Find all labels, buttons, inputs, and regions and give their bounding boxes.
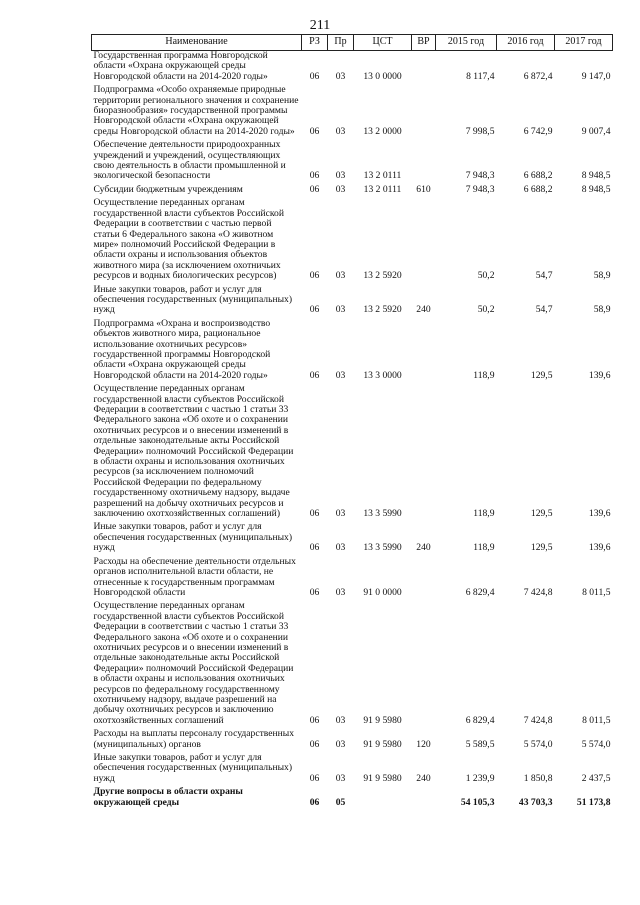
cell-2015: 118,9 [473, 369, 495, 381]
table-header-row [92, 35, 613, 51]
cell-pr: 03 [335, 270, 346, 282]
cell-cst: 13 2 5920 [363, 304, 402, 316]
cell-rz: 06 [309, 304, 320, 316]
cell-name: Подпрограмма «Охрана и воспроизводство объектов животного мира, рациональное использование охотничьих ресурсов» государственной программы Новгородской области «Охрана окружающей среды Новгородской области на 2014-2020 годы» [93, 317, 271, 381]
cell-name: Осуществление переданных органам государственной власти субъектов Российской Федерации в соответствии с частью 1 статьи 33 Федерального закона «Об охоте и о сохранении охотничьих ресурсов и о внесении изменений в отдельные законодательные акты Российской Федерации» полномочий Российской Федерации в области охраны и использования охотничьих ресурсов (за исключением полномочий Российской Федерации по федеральному государственному охотничьему надзору, выдаче разрешений на добычу охотничьих ресурсов и заключению охотхозяйственных соглашений) [93, 383, 294, 520]
cell-pr: 03 [335, 508, 346, 520]
table-row [92, 727, 613, 751]
cell-vr [412, 382, 436, 520]
cell-rz: 06 [309, 125, 320, 137]
cell-rz: 06 [309, 70, 320, 82]
cell-rz: 06 [309, 170, 320, 182]
cell-cst: 91 0 0000 [363, 586, 402, 598]
cell-vr: 240 [416, 772, 431, 784]
cell-pr: 03 [335, 714, 346, 726]
cell-2017: 9 007,4 [581, 125, 611, 137]
cell-cst: 13 3 5990 [363, 542, 402, 554]
header-cst: ЦСТ [354, 35, 412, 51]
cell-vr [412, 196, 436, 282]
cell-name: Субсидии бюджетным учреждениям [93, 183, 243, 195]
cell-rz: 06 [309, 508, 320, 520]
cell-2016: 54,7 [535, 304, 553, 316]
budget-table [91, 34, 613, 809]
cell-rz: 06 [309, 369, 320, 381]
cell-vr: 610 [416, 183, 431, 195]
cell-2017: 51 173,8 [576, 796, 611, 808]
cell-pr: 03 [335, 304, 346, 316]
cell-2016: 54,7 [535, 270, 553, 282]
header-vr: ВР [412, 35, 436, 51]
cell-cst: 91 9 5980 [363, 738, 402, 750]
cell-2016: 7 424,8 [523, 586, 553, 598]
header-2017: 2017 год [555, 35, 613, 51]
table-row [92, 83, 613, 138]
cell-vr: 240 [416, 542, 431, 554]
cell-rz: 06 [309, 270, 320, 282]
cell-cst: 13 0 0000 [363, 70, 402, 82]
cell-2015: 50,2 [477, 270, 495, 282]
cell-2016: 6 688,2 [523, 170, 553, 182]
cell-2015: 5 589,5 [465, 738, 495, 750]
cell-pr: 03 [335, 738, 346, 750]
header-pr: Пр [328, 35, 354, 51]
cell-2016: 1 850,8 [523, 772, 553, 784]
cell-vr [412, 138, 436, 183]
cell-name: Расходы на обеспечение деятельности отдельных органов исполнительной власти области, не отнесенные к государственным программам Новгородской области [93, 555, 296, 598]
cell-2017: 139,6 [588, 508, 611, 520]
cell-2017: 5 574,0 [581, 738, 611, 750]
cell-2016: 129,5 [530, 369, 553, 381]
cell-name: Иные закупки товаров, работ и услуг для обеспечения государственных (муниципальных) нужд [93, 752, 293, 784]
cell-pr: 03 [335, 170, 346, 182]
cell-pr: 03 [335, 369, 346, 381]
cell-2017: 8 011,5 [582, 714, 611, 726]
cell-name: Осуществление переданных органам государственной власти субъектов Российской Федерации в соответствии с частью первой статьи 6 Федерального закона «О животном мире» полномочий Российской Федерации в области охраны и использования объектов животного мира (за исключением охотничьих ресурсов и водных биологических ресурсов) [93, 197, 284, 282]
cell-cst: 13 3 0000 [363, 369, 402, 381]
table-body [92, 51, 613, 810]
cell-name: Государственная программа Новгородской области «Охрана окружающей среды Новгородской области на 2014-2020 годы» [93, 50, 268, 82]
table-row [92, 196, 613, 282]
header-2016: 2016 год [497, 35, 555, 51]
cell-pr: 03 [335, 586, 346, 598]
table-row [92, 283, 613, 317]
cell-name: Подпрограмма «Особо охраняемые природные территории регионального значения и сохранение биоразнообразия» государственной программы Новгородской области «Охрана окружающей среды Новгородской области на 2014-2020 годы» [93, 84, 299, 137]
cell-2016: 6 742,9 [523, 125, 553, 137]
cell-2015: 7 998,5 [465, 125, 495, 137]
cell-2017: 139,6 [588, 369, 611, 381]
cell-2016: 6 688,2 [523, 183, 553, 195]
cell-2015: 118,9 [473, 508, 495, 520]
cell-vr [412, 317, 436, 382]
page-number: 211 [309, 18, 331, 33]
cell-cst [354, 785, 412, 809]
cell-2015: 8 117,4 [466, 70, 495, 82]
cell-2017: 58,9 [593, 304, 611, 316]
cell-cst: 13 2 0111 [363, 183, 402, 195]
cell-name: Расходы на выплаты персоналу государственных (муниципальных) органов [93, 728, 295, 750]
cell-vr [412, 599, 436, 727]
cell-pr: 05 [335, 796, 346, 808]
cell-rz: 06 [309, 738, 320, 750]
table-row [92, 785, 613, 809]
cell-name: Иные закупки товаров, работ и услуг для обеспечения государственных (муниципальных) нужд [93, 283, 293, 316]
cell-cst: 91 9 5980 [363, 772, 402, 784]
cell-rz: 06 [309, 542, 320, 554]
cell-2015: 6 829,4 [465, 714, 495, 726]
cell-2015: 54 105,3 [460, 796, 495, 808]
cell-pr: 03 [335, 125, 346, 137]
cell-2016: 129,5 [530, 508, 553, 520]
table-row [92, 382, 613, 520]
cell-vr: 240 [416, 304, 431, 316]
cell-name: Обеспечение деятельности природоохранных учреждений и учреждений, осуществляющих свою деятельность в области промышленной и экологической безопасности [93, 139, 286, 182]
cell-vr [412, 785, 436, 809]
table-row [92, 520, 613, 554]
table-row [92, 317, 613, 382]
cell-2017: 58,9 [593, 270, 611, 282]
cell-rz: 06 [309, 586, 320, 598]
header-rz: РЗ [302, 35, 328, 51]
cell-2017: 8 011,5 [582, 586, 611, 598]
cell-cst: 91 9 5980 [363, 714, 402, 726]
cell-pr: 03 [335, 183, 346, 195]
cell-2017: 8 948,5 [581, 183, 611, 195]
cell-pr: 03 [335, 70, 346, 82]
cell-2016: 6 872,4 [523, 70, 553, 82]
cell-2016: 129,5 [530, 542, 553, 554]
cell-cst: 13 2 5920 [363, 270, 402, 282]
cell-2017: 2 437,5 [581, 772, 611, 784]
cell-vr [412, 51, 436, 84]
table-row [92, 555, 613, 600]
cell-cst: 13 2 0000 [363, 125, 402, 137]
header-2015: 2015 год [436, 35, 497, 51]
cell-name: Осуществление переданных органам государственной власти субъектов Российской Федерации в соответствии с частью 1 статьи 33 Федерального закона «Об охоте и о сохранении охотничьих ресурсов и о внесении изменений в отдельные законодательные акты Российской Федерации» полномочий Российской Федерации в области охраны и использования охотничьих ресурсов по федеральному государственному охотничьему надзору, выдаче разрешений на добычу охотничьих ресурсов и заключению охотхозяйственных соглашений [93, 600, 294, 726]
cell-2015: 6 829,4 [465, 586, 495, 598]
cell-rz: 06 [309, 714, 320, 726]
cell-vr [412, 555, 436, 600]
cell-cst: 13 3 5990 [363, 508, 402, 520]
header-name: Наименование [92, 35, 302, 51]
table-row [92, 51, 613, 84]
cell-2015: 50,2 [477, 304, 495, 316]
cell-2015: 7 948,3 [465, 170, 495, 182]
cell-vr: 120 [416, 738, 431, 750]
cell-2015: 118,9 [473, 542, 495, 554]
cell-pr: 03 [335, 772, 346, 784]
cell-2017: 9 147,0 [581, 70, 611, 82]
cell-cst: 13 2 0111 [363, 170, 402, 182]
table-row [92, 751, 613, 785]
cell-rz: 06 [309, 183, 320, 195]
table-row [92, 183, 613, 196]
cell-name: Другие вопросы в области охраны окружающей среды [93, 786, 243, 808]
cell-2015: 1 239,9 [465, 772, 495, 784]
cell-2017: 8 948,5 [581, 170, 611, 182]
cell-2016: 5 574,0 [523, 738, 553, 750]
cell-2016: 43 703,3 [518, 796, 553, 808]
cell-2016: 7 424,8 [523, 714, 553, 726]
cell-2017: 139,6 [588, 542, 611, 554]
cell-rz: 06 [309, 796, 320, 808]
cell-name: Иные закупки товаров, работ и услуг для обеспечения государственных (муниципальных) нужд [93, 521, 293, 554]
cell-rz: 06 [309, 772, 320, 784]
table-row [92, 599, 613, 727]
cell-pr: 03 [335, 542, 346, 554]
cell-2015: 7 948,3 [465, 183, 495, 195]
cell-vr [412, 83, 436, 138]
table-row [92, 138, 613, 183]
